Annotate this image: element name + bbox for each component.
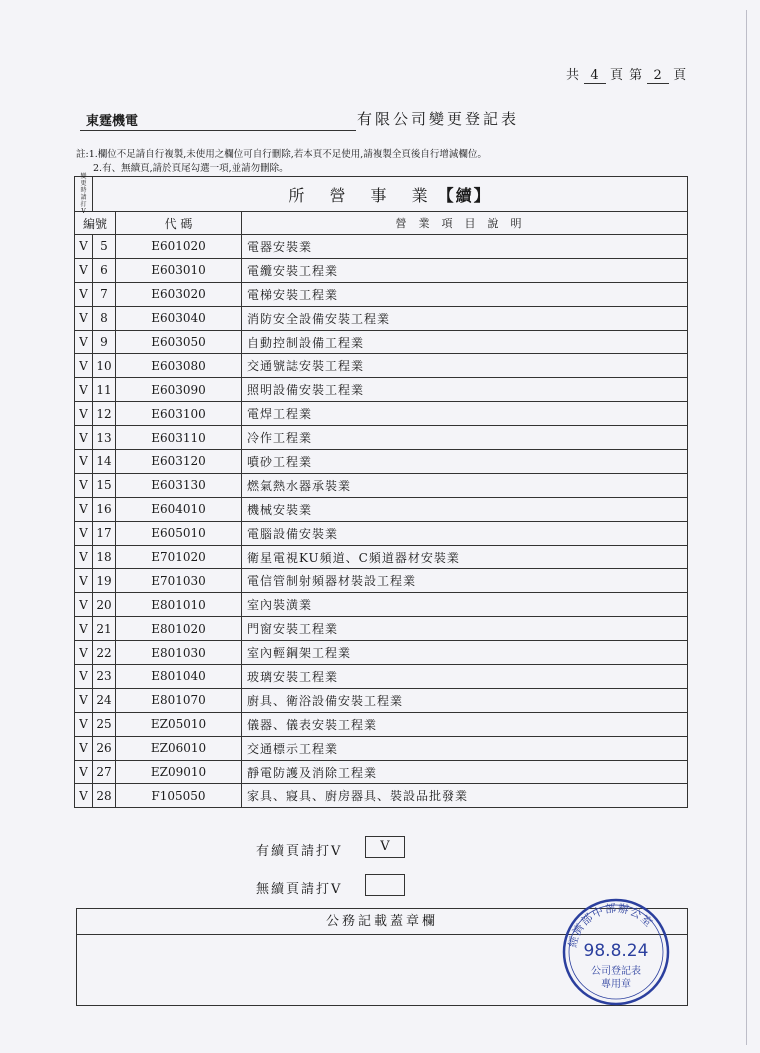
row-check[interactable]: V <box>75 283 93 306</box>
row-description: 冷作工程業 <box>247 431 313 446</box>
row-description: 電信管制射頻器材裝設工程業 <box>247 574 417 589</box>
col-header-number: 編號 <box>75 212 116 234</box>
row-description: 噴砂工程業 <box>247 454 313 469</box>
row-number: 8 <box>93 307 116 330</box>
row-check[interactable]: V <box>75 689 93 712</box>
row-code: E603130 <box>116 474 242 497</box>
row-code: EZ05010 <box>116 713 242 736</box>
row-check[interactable]: V <box>75 713 93 736</box>
table-row <box>75 737 687 761</box>
row-number: 10 <box>93 354 116 377</box>
column-header-row <box>75 212 687 235</box>
row-description: 廚具、衛浴設備安裝工程業 <box>247 693 404 708</box>
section-title-suffix: 【續】 <box>437 185 492 205</box>
row-number: 17 <box>93 522 116 545</box>
row-description: 儀器、儀表安裝工程業 <box>247 717 378 732</box>
row-number: 7 <box>93 283 116 306</box>
row-number: 28 <box>93 784 116 807</box>
row-code: E801010 <box>116 593 242 616</box>
row-description: 玻璃安裝工程業 <box>247 669 339 684</box>
check-header-char: 更 <box>80 180 87 187</box>
page-prefix: 共 <box>566 68 581 83</box>
registration-seal <box>560 896 672 1008</box>
table-row <box>75 641 687 665</box>
row-code: E801020 <box>116 617 242 640</box>
table-row <box>75 498 687 522</box>
table-row <box>75 569 687 593</box>
row-number: 14 <box>93 450 116 473</box>
row-code: E601020 <box>116 235 242 258</box>
row-check[interactable]: V <box>75 617 93 640</box>
page-mid: 頁 第 <box>610 68 644 83</box>
has-continuation-checkbox[interactable]: V <box>365 836 405 858</box>
company-name: 東霆機電 <box>80 110 356 131</box>
row-number: 6 <box>93 259 116 282</box>
row-code: E603100 <box>116 402 242 425</box>
table-row <box>75 426 687 450</box>
row-number: 9 <box>93 331 116 354</box>
row-check[interactable]: V <box>75 235 93 258</box>
row-code: E701030 <box>116 569 242 592</box>
row-description: 衛星電視KU頻道、C頻道器材安裝業 <box>247 550 460 565</box>
row-description: 靜電防護及消除工程業 <box>247 765 378 780</box>
row-code: E603040 <box>116 307 242 330</box>
row-check[interactable]: V <box>75 641 93 664</box>
row-check[interactable]: V <box>75 593 93 616</box>
row-number: 21 <box>93 617 116 640</box>
row-code: EZ09010 <box>116 761 242 784</box>
table-row <box>75 402 687 426</box>
table-row <box>75 713 687 737</box>
row-number: 24 <box>93 689 116 712</box>
row-check[interactable]: V <box>75 307 93 330</box>
row-number: 5 <box>93 235 116 258</box>
table-row <box>75 331 687 355</box>
row-check[interactable]: V <box>75 331 93 354</box>
row-check[interactable]: V <box>75 522 93 545</box>
row-code: E603010 <box>116 259 242 282</box>
table-row <box>75 761 687 785</box>
table-row <box>75 593 687 617</box>
row-check[interactable]: V <box>75 426 93 449</box>
seal-bottom-line2: 專用章 <box>601 979 631 990</box>
check-header-char: 打 <box>80 201 87 208</box>
row-description: 電梯安裝工程業 <box>247 287 339 302</box>
form-title: 有限公司變更登記表 <box>357 110 520 128</box>
col-header-code: 代 碼 <box>116 212 242 234</box>
page-suffix: 頁 <box>673 68 688 83</box>
table-row <box>75 450 687 474</box>
check-header-char: 變 <box>80 173 87 180</box>
row-code: E603050 <box>116 331 242 354</box>
table-row <box>75 689 687 713</box>
row-number: 22 <box>93 641 116 664</box>
seal-top-text: 經濟部中部辦公室 <box>566 901 656 949</box>
row-check[interactable]: V <box>75 761 93 784</box>
check-header-char: V <box>81 208 86 215</box>
row-code: E801070 <box>116 689 242 712</box>
row-number: 25 <box>93 713 116 736</box>
page-counter <box>566 64 687 84</box>
row-check[interactable]: V <box>75 450 93 473</box>
row-description: 交通標示工程業 <box>247 741 339 756</box>
row-check[interactable]: V <box>75 737 93 760</box>
row-number: 15 <box>93 474 116 497</box>
row-number: 23 <box>93 665 116 688</box>
row-code: E603020 <box>116 283 242 306</box>
row-number: 11 <box>93 378 116 401</box>
row-code: E605010 <box>116 522 242 545</box>
table-body <box>75 235 687 808</box>
row-code: F105050 <box>116 784 242 807</box>
row-description: 消防安全設備安裝工程業 <box>247 311 391 326</box>
table-row <box>75 235 687 259</box>
row-description: 家具、寢具、廚房器具、裝設品批發業 <box>247 789 469 804</box>
page-total: 4 <box>584 68 606 84</box>
row-check[interactable]: V <box>75 354 93 377</box>
row-description: 燃氣熱水器承裝業 <box>247 478 352 493</box>
table-row <box>75 283 687 307</box>
row-code: EZ06010 <box>116 737 242 760</box>
row-check[interactable]: V <box>75 259 93 282</box>
row-number: 27 <box>93 761 116 784</box>
row-description: 電焊工程業 <box>247 407 313 422</box>
check-header-char: 請 <box>80 194 87 201</box>
row-code: E603120 <box>116 450 242 473</box>
row-check[interactable]: V <box>75 402 93 425</box>
row-description: 門窗安裝工程業 <box>247 622 339 637</box>
row-check[interactable]: V <box>75 474 93 497</box>
row-check[interactable]: V <box>75 546 93 569</box>
table-row <box>75 522 687 546</box>
table-row <box>75 474 687 498</box>
row-code: E603080 <box>116 354 242 377</box>
has-continuation-label: 有續頁請打V <box>256 844 343 859</box>
no-continuation-checkbox[interactable] <box>365 874 405 896</box>
check-header-char: 時 <box>80 187 87 194</box>
seal-bottom-line1: 公司登記表 <box>591 966 641 977</box>
row-number: 26 <box>93 737 116 760</box>
table-row <box>75 378 687 402</box>
table-row <box>75 546 687 570</box>
seal-date: 98.8.24 <box>583 941 649 961</box>
table-header-row <box>75 173 687 215</box>
no-continuation-label: 無續頁請打V <box>256 882 343 897</box>
row-code: E603110 <box>116 426 242 449</box>
official-section-header: 公務記載蓋章欄 <box>77 909 687 935</box>
note-2: 2.有、無續頁,請於頁尾勾選一項,並請勿刪除。 <box>93 163 289 174</box>
row-check[interactable]: V <box>75 569 93 592</box>
row-description: 照明設備安裝工程業 <box>247 383 365 398</box>
check-column-header <box>75 173 93 215</box>
row-check[interactable]: V <box>75 378 93 401</box>
row-check[interactable]: V <box>75 784 93 807</box>
page-edge <box>746 10 747 1045</box>
col-header-description: 營業項目說明 <box>395 217 534 230</box>
row-check[interactable]: V <box>75 665 93 688</box>
row-number: 19 <box>93 569 116 592</box>
row-number: 16 <box>93 498 116 521</box>
row-number: 18 <box>93 546 116 569</box>
row-description: 機械安裝業 <box>247 502 313 517</box>
row-code: E603090 <box>116 378 242 401</box>
row-code: E801040 <box>116 665 242 688</box>
business-items-table <box>74 173 688 808</box>
table-row <box>75 784 687 808</box>
row-description: 交通號誌安裝工程業 <box>247 359 365 374</box>
row-description: 電器安裝業 <box>247 239 313 254</box>
row-check[interactable]: V <box>75 498 93 521</box>
row-number: 13 <box>93 426 116 449</box>
table-row <box>75 307 687 331</box>
note-1: 註:1.欄位不足請自行複製,未使用之欄位可自行刪除,若本頁不足使用,請複製全頁後自行增減欄位。 <box>76 149 487 160</box>
row-code: E604010 <box>116 498 242 521</box>
notes <box>76 148 487 176</box>
table-row <box>75 617 687 641</box>
section-title <box>93 177 687 211</box>
table-row <box>75 259 687 283</box>
row-description: 電腦設備安裝業 <box>247 526 339 541</box>
row-number: 12 <box>93 402 116 425</box>
section-title-text: 所 營 事 業 <box>288 185 438 205</box>
row-description: 自動控制設備工程業 <box>247 335 365 350</box>
row-description: 電纜安裝工程業 <box>247 263 339 278</box>
page-current: 2 <box>647 68 669 84</box>
row-code: E701020 <box>116 546 242 569</box>
row-number: 20 <box>93 593 116 616</box>
table-row <box>75 665 687 689</box>
table-row <box>75 354 687 378</box>
row-description: 室內裝潢業 <box>247 598 313 613</box>
row-description: 室內輕鋼架工程業 <box>247 646 352 661</box>
row-code: E801030 <box>116 641 242 664</box>
